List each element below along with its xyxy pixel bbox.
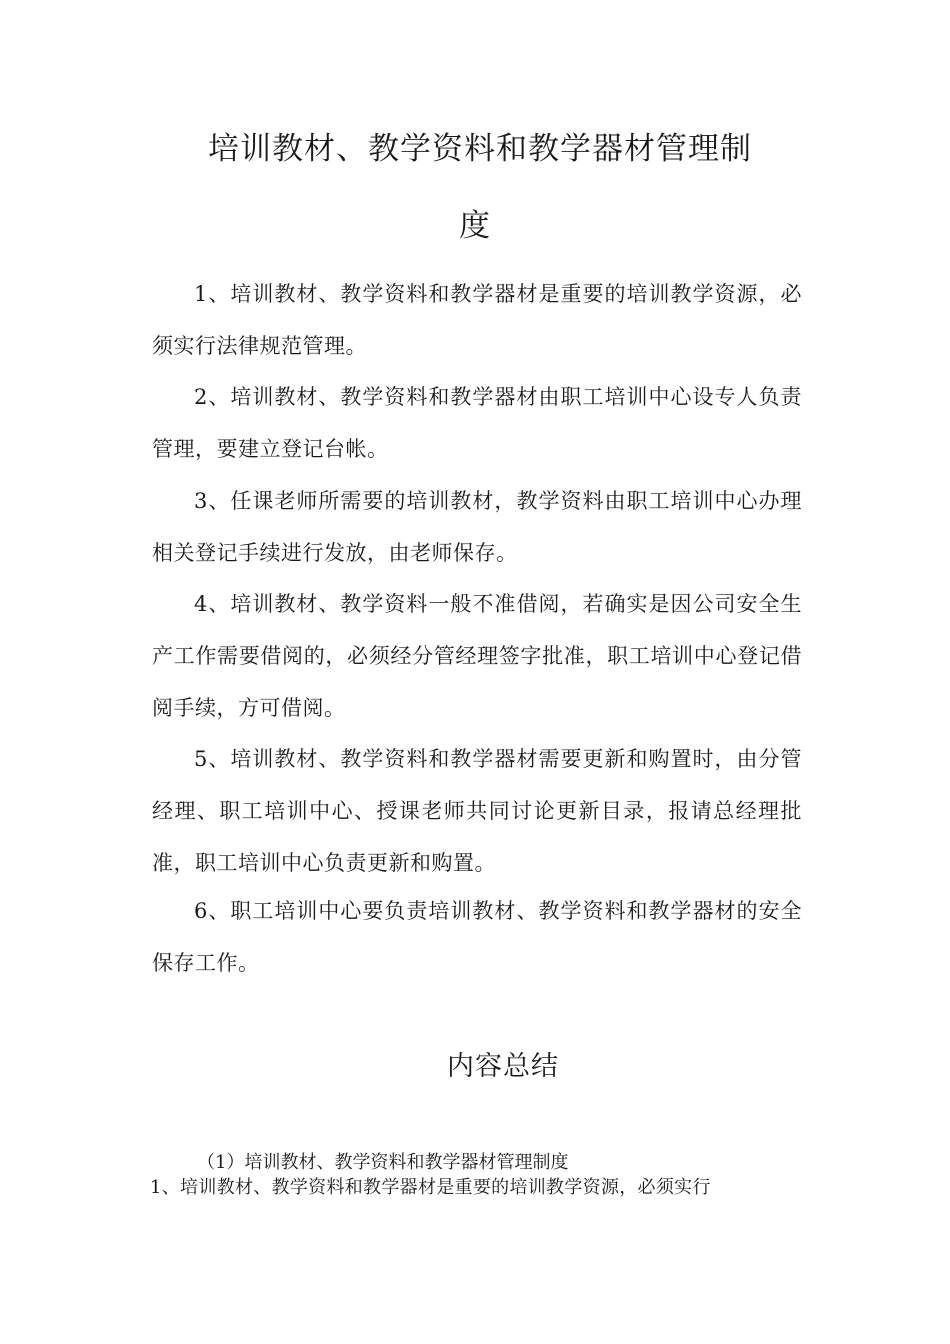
- paragraph-1: 1、培训教材、教学资料和教学器材是重要的培训教学资源，必须实行法律规范管理。: [152, 282, 802, 358]
- paragraph-6: 6、职工培训中心要负责培训教材、教学资料和教学器材的安全保存工作。: [152, 899, 802, 975]
- paragraph-3: 3、任课老师所需要的培训教材，教学资料由职工培训中心办理相关登记手续进行发放，由老师保存。: [152, 489, 802, 565]
- summary-text: 1、培训教材、教学资料和教学器材是重要的培训教学资源，必须实行: [150, 1177, 711, 1198]
- document-title-line-1: 培训教材、教学资料和教学器材管理制: [208, 131, 752, 167]
- summary-heading: 内容总结: [447, 1051, 559, 1082]
- paragraph-5: 5、培训教材、教学资料和教学器材需要更新和购置时，由分管经理、职工培训中心、授课老师共同讨论更新目录，报请总经理批准，职工培训中心负责更新和购置。: [152, 747, 802, 875]
- paragraph-2: 2、培训教材、教学资料和教学器材由职工培训中心设专人负责管理，要建立登记台帐。: [152, 385, 802, 461]
- summary-item: （1）培训教材、教学资料和教学器材管理制度: [197, 1152, 569, 1173]
- paragraph-4: 4、培训教材、教学资料一般不准借阅，若确实是因公司安全生产工作需要借阅的，必须经分管经理签字批准，职工培训中心登记借阅手续，方可借阅。: [152, 592, 802, 720]
- document-title-line-2: 度: [459, 208, 491, 244]
